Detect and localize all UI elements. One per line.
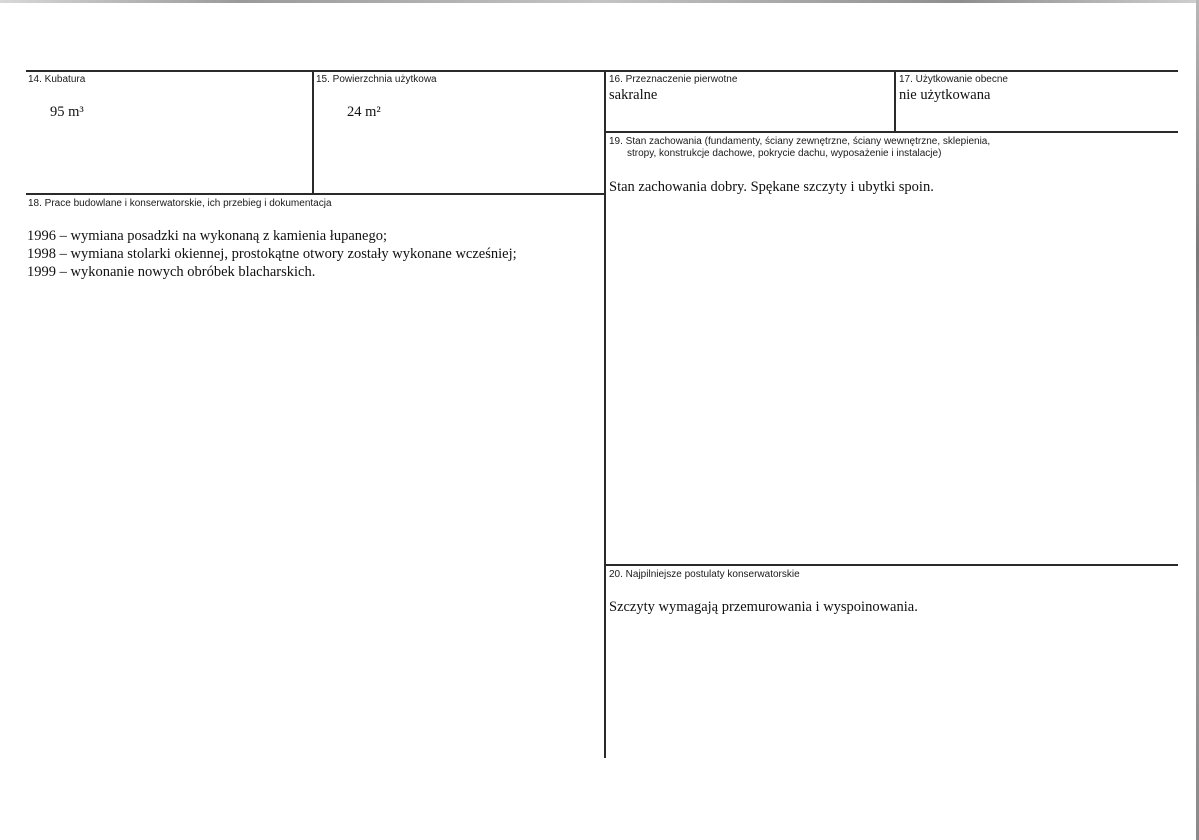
field-18-line-1996: 1996 – wymiana posadzki na wykonaną z kamienia łupanego;: [27, 228, 387, 244]
scan-top-edge: [0, 0, 1199, 3]
field-20-label: 20. Najpilniejsze postulaty konserwatorskie: [609, 569, 800, 580]
divider-19-20: [604, 564, 1178, 566]
divider-16-17: [894, 70, 896, 132]
field-15-value: 24 m²: [347, 104, 381, 120]
form-top-border: [26, 70, 1178, 72]
divider-row1-left: [26, 193, 606, 195]
field-14-label: 14. Kubatura: [28, 74, 86, 85]
field-16-value: sakralne: [609, 87, 658, 103]
field-14-value: 95 m³: [50, 104, 84, 120]
field-20-value: Szczyty wymagają przemurowania i wyspoinowania.: [609, 599, 918, 615]
center-vertical-divider: [604, 70, 606, 758]
field-15-label: 15. Powierzchnia użytkowa: [316, 74, 437, 85]
field-18-label: 18. Prace budowlane i konserwatorskie, ich przebieg i dokumentacja: [28, 198, 332, 209]
field-19-label-line-2: stropy, konstrukcje dachowe, pokrycie dachu, wyposażenie i instalacje): [627, 148, 942, 159]
field-17-label: 17. Użytkowanie obecne: [899, 74, 1008, 85]
field-16-label: 16. Przeznaczenie pierwotne: [609, 74, 738, 85]
field-18-line-1999: 1999 – wykonanie nowych obróbek blacharskich.: [27, 264, 316, 280]
field-19-value: Stan zachowania dobry. Spękane szczyty i ubytki spoin.: [609, 179, 934, 195]
field-19-label-line-1: 19. Stan zachowania (fundamenty, ściany zewnętrzne, ściany wewnętrzne, sklepienia,: [609, 136, 991, 147]
field-18-line-1998: 1998 – wymiana stolarki okiennej, prostokątne otwory zostały wykonane wcześniej;: [27, 246, 517, 262]
divider-14-15: [312, 70, 314, 195]
divider-16-19: [604, 131, 1178, 133]
field-17-value: nie użytkowana: [899, 87, 991, 103]
